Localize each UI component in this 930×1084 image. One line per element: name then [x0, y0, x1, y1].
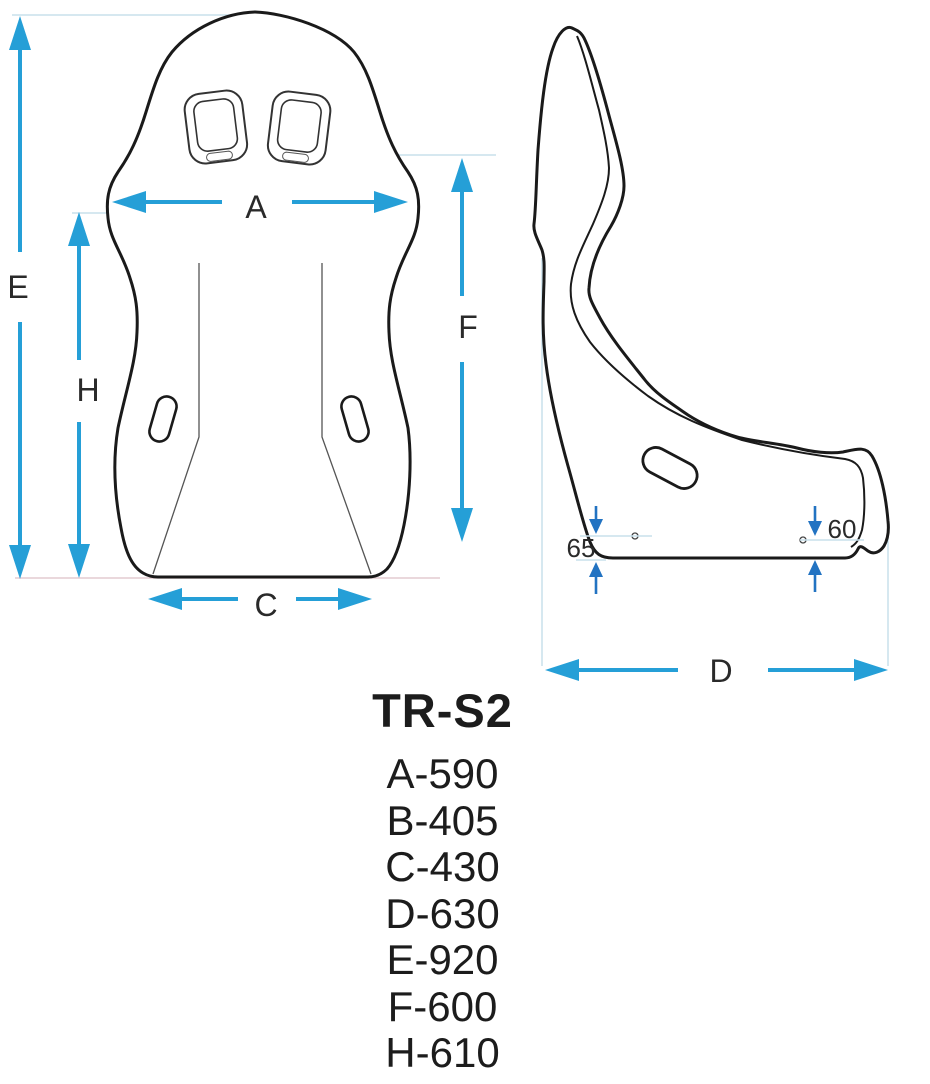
label-A: A — [245, 189, 267, 225]
label-D: D — [709, 653, 733, 689]
arrowhead-up — [68, 212, 90, 246]
small-arrowhead-up — [589, 562, 603, 577]
arrowhead-right — [338, 588, 372, 610]
spec-item-c: C-430 — [385, 843, 500, 890]
small-arrowhead-up — [808, 560, 822, 575]
arrowhead-down — [9, 545, 31, 579]
dimension-H — [68, 212, 100, 578]
label-60: 60 — [827, 514, 857, 544]
arrowhead-left — [148, 588, 182, 610]
label-C: C — [254, 587, 278, 623]
arrowhead-left — [545, 659, 579, 681]
spec-item-a: A-590 — [386, 750, 499, 797]
right-belt-hole — [266, 90, 332, 167]
product-code: TR-S2 — [372, 684, 513, 737]
front-seat-outline — [107, 12, 418, 577]
arrowhead-down — [451, 508, 473, 542]
left-belt-hole-opening — [193, 98, 239, 153]
dimension-F — [451, 158, 478, 542]
right-belt-hole-opening — [276, 99, 322, 154]
arrowhead-down — [68, 544, 90, 578]
spec-item-b: B-405 — [386, 796, 499, 844]
label-H: H — [76, 372, 100, 408]
front-view — [7, 12, 496, 623]
arrowhead-right — [854, 659, 888, 681]
dimension-C — [148, 587, 372, 623]
side-seat-outline — [534, 27, 888, 558]
arrowhead-up — [9, 16, 31, 50]
spec-item-f: F-600 — [387, 982, 498, 1030]
spec-item-d: D-630 — [385, 889, 500, 937]
dimension-D — [545, 653, 888, 689]
side-view — [534, 27, 888, 689]
dimension-E — [7, 16, 31, 579]
label-E: E — [7, 269, 29, 305]
spec-list — [320, 683, 565, 1077]
left-belt-hole — [183, 89, 249, 166]
arrowhead-up — [451, 158, 473, 192]
label-65: 65 — [566, 533, 596, 563]
label-F: F — [458, 309, 478, 345]
spec-item-h: H-610 — [385, 1029, 500, 1076]
spec-item-e: E-920 — [386, 936, 499, 983]
